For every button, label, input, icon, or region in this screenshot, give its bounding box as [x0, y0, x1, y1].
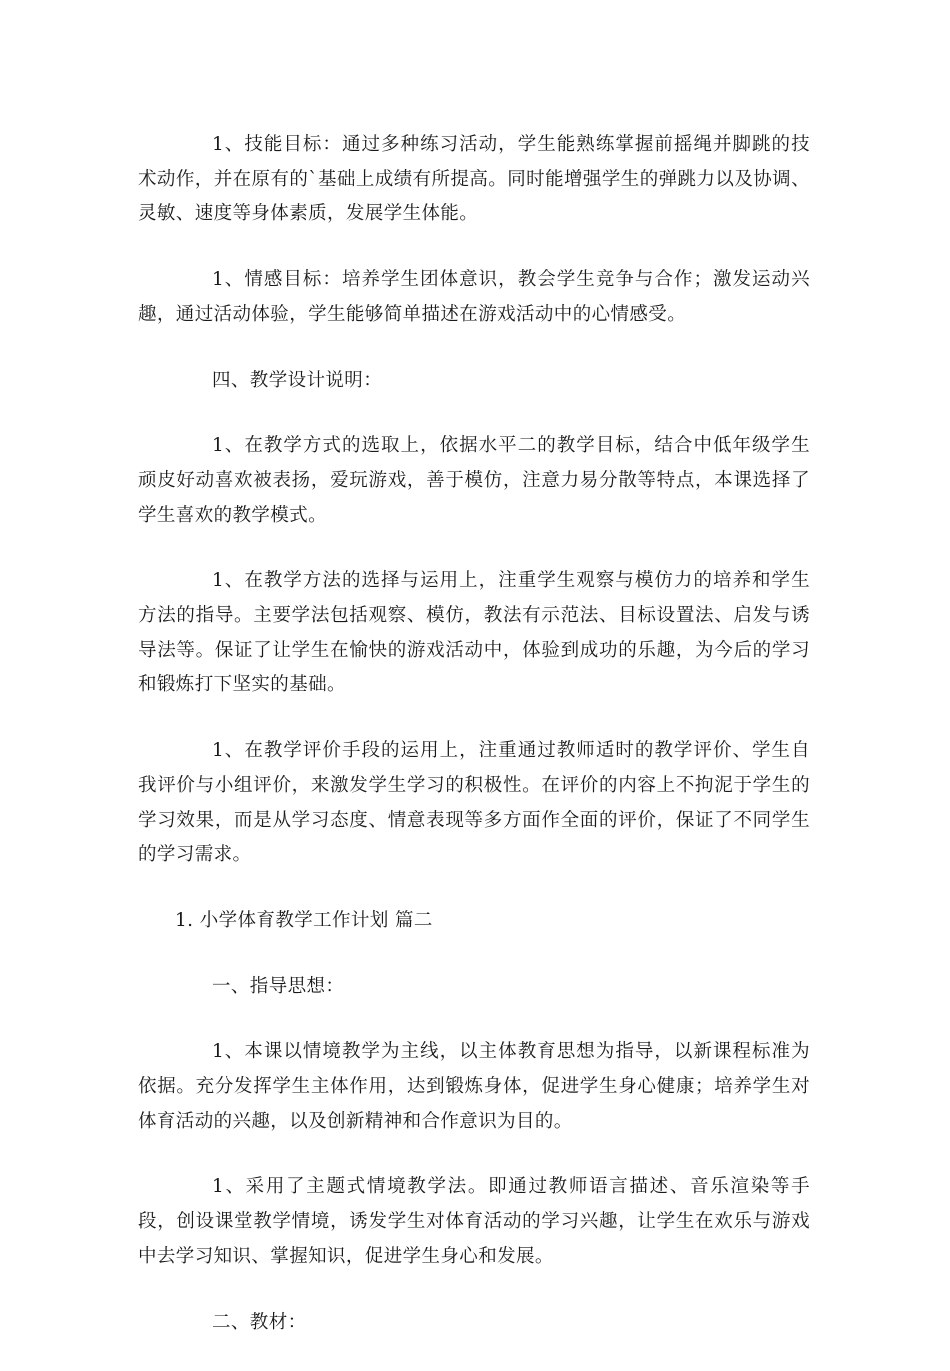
paragraph-theme-situational-method: 1、采用了主题式情境教学法。即通过教师语言描述、音乐渲染等手段，创设课堂教学情境，诱发学生对体育活动的学习兴趣，让学生在欢乐与游戏中去学习知识、掌握知识，促进学生身心和发展。 — [138, 1176, 810, 1267]
paragraph-emotion-goal: 1、情感目标：培养学生团体意识，教会学生竞争与合作；激发运动兴趣，通过活动体验，学生能够简单描述在游戏活动中的心情感受。 — [138, 269, 810, 325]
paragraph-teaching-method-choice: 1、在教学方式的选取上，依据水平二的教学目标，结合中低年级学生顽皮好动喜欢被表扬，爱玩游戏，善于模仿，注意力易分散等特点，本课选择了学生喜欢的教学模式。 — [138, 435, 810, 526]
document-body — [138, 128, 810, 1371]
paragraph-situational-teaching: 1、本课以情境教学为主线，以主体教育思想为指导，以新课程标准为依据。充分发挥学生主体作用，达到锻炼身体，促进学生身心健康；培养学生对体育活动的兴趣，以及创新精神和合作意识为目的。 — [138, 1041, 810, 1132]
paragraph-teaching-evaluation: 1、在教学评价手段的运用上，注重通过教师适时的教学评价、学生自我评价与小组评价，来激发学生学习的积极性。在评价的内容上不拘泥于学生的学习效果，而是从学习态度、情意表现等多方面作全面的评价，保证了不同学生的学习需求。 — [138, 740, 810, 866]
section-title-part-two: 1. 小学体育教学工作计划 篇二 — [175, 909, 433, 931]
section-heading-guiding-thought: 一、指导思想： — [212, 975, 345, 997]
section-heading-materials: 二、教材： — [212, 1311, 307, 1333]
paragraph-teaching-method-use: 1、在教学方法的选择与运用上，注重学生观察与模仿力的培养和学生方法的指导。主要学法包括观察、模仿，教法有示范法、目标设置法、启发与诱导法等。保证了让学生在愉快的游戏活动中，体验到成功的乐趣，为今后的学习和锻炼打下坚实的基础。 — [138, 570, 810, 696]
paragraph-skill-goal: 1、技能目标：通过多种练习活动，学生能熟练掌握前摇绳并脚跳的技术动作，并在原有的`基础上成绩有所提高。同时能增强学生的弹跳力以及协调、灵敏、速度等身体素质，发展学生体能。 — [138, 134, 810, 225]
section-heading-design-notes: 四、教学设计说明： — [212, 369, 383, 391]
